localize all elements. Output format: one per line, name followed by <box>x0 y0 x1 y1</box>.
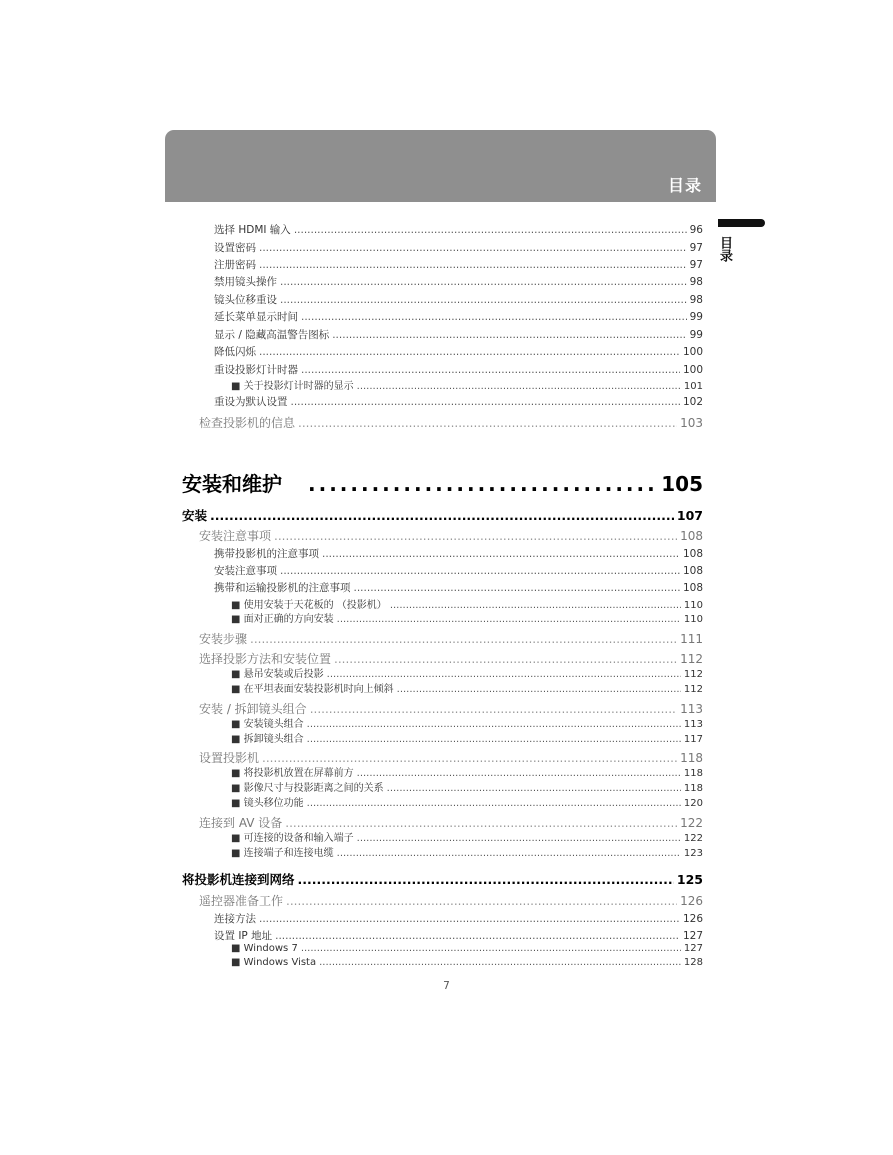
toc-entry-title: 携带投影机的注意事项 <box>214 548 319 560</box>
toc-leader-dots <box>327 669 681 680</box>
toc-entry[interactable] <box>214 546 703 561</box>
toc-entry-title: 设置投影机 <box>199 751 260 765</box>
toc-entry-title: ■ 可连接的设备和输入端子 <box>231 833 354 844</box>
toc-leader-dots <box>259 346 680 358</box>
toc-leader-dots <box>337 848 681 859</box>
toc-entry-page: 99 <box>689 329 703 341</box>
toc-entry-page: 100 <box>682 346 703 358</box>
toc-entry[interactable] <box>182 870 703 888</box>
toc-leader-dots <box>210 508 674 523</box>
toc-leader-dots <box>298 416 677 430</box>
toc-entry[interactable] <box>214 563 703 578</box>
toc-leader-dots <box>357 381 681 392</box>
toc-entry-page: 113 <box>683 719 703 730</box>
toc-entry-page: 97 <box>689 242 703 254</box>
toc-leader-dots <box>301 364 680 376</box>
header-bar <box>165 130 716 202</box>
toc-entry-page: 118 <box>680 751 703 765</box>
toc-entry-page: 127 <box>682 930 703 942</box>
toc-leader-dots <box>275 930 680 942</box>
toc-entry-title: ■ Windows 7 <box>231 943 298 954</box>
toc-leader-dots <box>259 259 687 271</box>
toc-entry-page: 122 <box>683 833 703 844</box>
toc-entry[interactable] <box>231 665 703 680</box>
toc-leader-dots <box>259 913 680 925</box>
toc-entry-title: ■ 安装镜头组合 <box>231 719 304 730</box>
toc-entry-title: 遥控器准备工作 <box>199 894 284 908</box>
toc-leader-dots <box>280 294 687 306</box>
toc-entry-page: 125 <box>676 872 703 887</box>
toc-entry-title: ■ 面对正确的方向安装 <box>231 614 334 625</box>
toc-entry[interactable] <box>214 240 703 255</box>
toc-entry-page: 108 <box>680 529 703 543</box>
toc-entry-title: ■ Windows Vista <box>231 957 317 968</box>
toc-entry-title: 携带和运输投影机的注意事项 <box>214 582 351 594</box>
toc-entry[interactable] <box>182 506 703 524</box>
toc-entry-page: 112 <box>683 684 703 695</box>
toc-entry[interactable] <box>231 715 703 730</box>
toc-entry-page: 112 <box>683 669 703 680</box>
toc-entry-page: 118 <box>683 783 703 794</box>
toc-entry-page: 98 <box>689 276 703 288</box>
toc-entry[interactable] <box>231 596 703 611</box>
toc-entry-title: ■ 在平坦表面安装投影机时向上倾斜 <box>231 684 394 695</box>
toc-entry[interactable] <box>214 222 703 237</box>
toc-leader-dots <box>298 872 674 887</box>
toc-entry[interactable] <box>231 764 703 779</box>
toc-entry-title: 降低闪烁 <box>214 346 256 358</box>
toc-leader-dots <box>332 329 686 341</box>
toc-entry[interactable] <box>214 292 703 307</box>
toc-entry-page: 127 <box>683 943 703 954</box>
toc-entry-title: ■ 使用安装于天花板的 （投影机） <box>231 600 387 611</box>
toc-entry-title: 安装步骤 <box>199 632 248 646</box>
toc-entry[interactable] <box>231 844 703 859</box>
toc-leader-dots <box>301 943 681 954</box>
header-title: 目录 <box>667 176 702 195</box>
toc-entry-title: 重设投影灯计时器 <box>214 364 298 376</box>
toc-entry[interactable] <box>199 630 703 647</box>
toc-entry-page: 110 <box>683 600 703 611</box>
toc-entry-page: 101 <box>683 381 703 392</box>
toc-entry-title: 选择 HDMI 输入 <box>214 224 291 236</box>
toc-entry-page: 102 <box>682 396 703 408</box>
toc-leader-dots <box>294 224 687 236</box>
toc-entry-title: ■ 镜头移位功能 <box>231 798 304 809</box>
toc-entry[interactable] <box>199 892 703 909</box>
toc-entry-page: 118 <box>683 768 703 779</box>
toc-entry[interactable] <box>231 377 703 392</box>
toc-leader-dots <box>319 957 681 968</box>
toc-entry-page: 107 <box>676 508 703 523</box>
toc-entry[interactable] <box>231 829 703 844</box>
toc-leader-dots <box>291 396 680 408</box>
page-number: 7 <box>443 980 450 992</box>
toc-entry[interactable] <box>214 274 703 289</box>
toc-leader-dots <box>397 684 681 695</box>
toc-entry-page: 98 <box>689 294 703 306</box>
toc-entry-page: 103 <box>680 416 703 430</box>
toc-entry[interactable] <box>231 610 703 625</box>
toc-leader-dots <box>322 548 680 560</box>
toc-entry[interactable] <box>231 680 703 695</box>
toc-leader-dots <box>285 816 677 830</box>
toc-entry[interactable] <box>231 943 703 954</box>
toc-entry-page: 126 <box>682 913 703 925</box>
toc-entry-page: 120 <box>683 798 703 809</box>
toc-entry-title: ■ 悬吊安装或后投影 <box>231 669 324 680</box>
toc-entry[interactable] <box>214 911 703 926</box>
toc-entry-title: 选择投影方法和安装位置 <box>199 652 332 666</box>
toc-leader-dots <box>274 529 677 543</box>
toc-leader-dots <box>337 614 681 625</box>
toc-entry-title: 安装 <box>182 508 208 523</box>
toc-entry-page: 113 <box>680 702 703 716</box>
toc-leader-dots <box>308 472 655 496</box>
toc-entry-title: 设置密码 <box>214 242 256 254</box>
toc-entry-title: 安装 / 拆卸镜头组合 <box>199 702 307 716</box>
toc-leader-dots <box>357 833 681 844</box>
toc-entry-title: 设置 IP 地址 <box>214 930 273 942</box>
toc-entry-title: 禁用镜头操作 <box>214 276 277 288</box>
toc-entry-page: 111 <box>680 632 703 646</box>
toc-entry[interactable] <box>199 527 703 544</box>
toc-leader-dots <box>387 783 681 794</box>
toc-entry[interactable] <box>214 344 703 359</box>
toc-leader-dots <box>280 276 687 288</box>
toc-leader-dots <box>280 565 680 577</box>
toc-entry-page: 96 <box>689 224 703 236</box>
toc-entry[interactable] <box>214 362 703 377</box>
toc-entry[interactable] <box>199 414 703 431</box>
toc-entry-title: ■ 关于投影灯计时器的显示 <box>231 381 354 392</box>
toc-leader-dots <box>250 632 677 646</box>
toc-entry[interactable] <box>214 309 703 324</box>
toc-entry-title: 连接到 AV 设备 <box>199 816 283 830</box>
toc-entry-title: ■ 将投影机放置在屏幕前方 <box>231 768 354 779</box>
toc-entry-page: 117 <box>683 734 703 745</box>
toc-leader-dots <box>259 242 687 254</box>
toc-entry-title: 安装和维护 <box>182 472 282 496</box>
toc-entry-page: 108 <box>682 565 703 577</box>
toc-entry[interactable] <box>214 580 703 595</box>
toc-leader-dots <box>310 702 677 716</box>
toc-leader-dots <box>301 311 687 323</box>
toc-entry-page: 112 <box>680 652 703 666</box>
toc-leader-dots <box>357 768 681 779</box>
toc-leader-dots <box>262 751 677 765</box>
toc-entry-page: 110 <box>683 614 703 625</box>
toc-leader-dots <box>354 582 680 594</box>
toc-entry-page: 128 <box>683 957 703 968</box>
toc-entry-title: 注册密码 <box>214 259 256 271</box>
toc-entry-title: 将投影机连接到网络 <box>182 872 295 887</box>
toc-entry-title: 连接方法 <box>214 913 256 925</box>
toc-entry[interactable] <box>182 468 703 497</box>
toc-entry-page: 97 <box>689 259 703 271</box>
toc-entry[interactable] <box>231 957 703 968</box>
toc-entry-page: 100 <box>682 364 703 376</box>
toc-entry-title: 镜头位移重设 <box>214 294 277 306</box>
toc-entry[interactable] <box>214 327 703 342</box>
toc-entry-page: 126 <box>680 894 703 908</box>
toc-entry-page: 108 <box>682 582 703 594</box>
toc-entry-title: 延长菜单显示时间 <box>214 311 298 323</box>
toc-entry-title: 安装注意事项 <box>214 565 277 577</box>
toc-entry-title: 检查投影机的信息 <box>199 416 296 430</box>
toc-entry[interactable] <box>214 928 703 943</box>
toc-entry-title: ■ 影像尺寸与投影距离之间的关系 <box>231 783 384 794</box>
toc-entry-title: 安装注意事项 <box>199 529 272 543</box>
toc-entry[interactable] <box>231 794 703 809</box>
toc-entry-page: 123 <box>683 848 703 859</box>
toc-entry-title: ■ 连接端子和连接电缆 <box>231 848 334 859</box>
toc-leader-dots <box>307 798 681 809</box>
side-tab-marker <box>718 219 765 227</box>
toc-leader-dots <box>334 652 677 666</box>
toc-entry-page: 99 <box>689 311 703 323</box>
toc-leader-dots <box>286 894 677 908</box>
toc-entry-page: 108 <box>682 548 703 560</box>
toc-entry-title: ■ 拆卸镜头组合 <box>231 734 304 745</box>
toc-entry-title: 显示 / 隐藏高温警告图标 <box>214 329 330 341</box>
toc-entry[interactable] <box>231 730 703 745</box>
toc-leader-dots <box>307 719 681 730</box>
toc-entry[interactable] <box>214 257 703 272</box>
side-tab-label: 目录 <box>717 236 732 262</box>
toc-entry-page: 105 <box>661 472 703 496</box>
toc-entry[interactable] <box>231 779 703 794</box>
toc-entry-title: 重设为默认设置 <box>214 396 288 408</box>
toc-entry-page: 122 <box>680 816 703 830</box>
toc-entry[interactable] <box>214 394 703 409</box>
toc-leader-dots <box>307 734 681 745</box>
